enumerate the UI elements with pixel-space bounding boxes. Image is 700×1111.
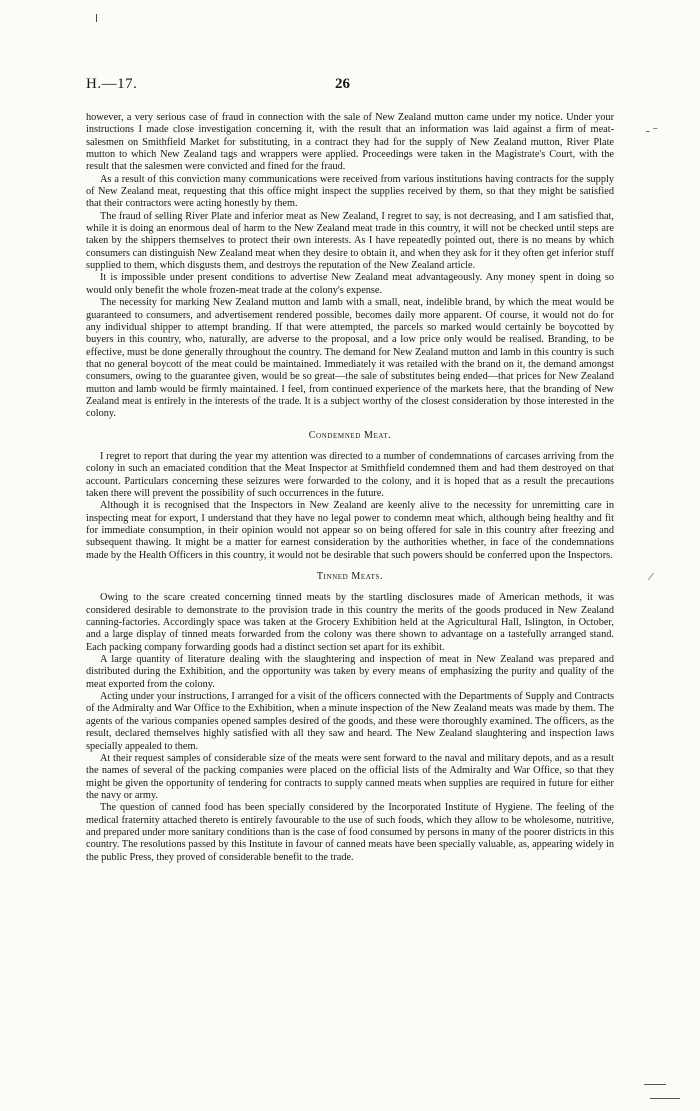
paragraph: At their request samples of considerable size of the meats were sent forward to the naval and military depots, and as a result the names of several of the packing companies were placed on the official lists of the Admiralty and War Office, so that they might be given the opportunity of tendering for contracts to supply canned meats when supplies are required in future for either the navy or army. bbox=[86, 752, 614, 801]
paragraph: Although it is recognised that the Inspectors in New Zealand are keenly alive to the necessity for unremitting care in inspecting meat for export, I understand that they have no legal power to condemn meat which, although being healthy and fit for immediate consumption, in their opinion would not appear so on being offered for sale in this country after freezing and subsequent thawing. It might be a matter for earnest consideration by the authorities whether, in face of the condemnations made by the Health Officers in this country, it would not be desirable that such powers should be conferred upon the Inspectors. bbox=[86, 500, 614, 561]
paragraph: It is impossible under present conditions to advertise New Zealand meat advantageously. Any money spent in doing so would only benefit the whole frozen-meat trade at the colony's expense. bbox=[86, 272, 614, 296]
document-reference: H.—17. bbox=[86, 76, 138, 92]
paragraph: As a result of this conviction many communications were received from various institutions having contracts for the supply of New Zealand meat, requesting that this office might inspect the supplies received by them, so that they might be satisfied that their contractors were acting honestly by them. bbox=[86, 173, 614, 210]
page-number: 26 bbox=[335, 76, 350, 92]
paragraph: Acting under your instructions, I arranged for a visit of the officers connected with the Departments of Supply and Contracts of the Admiralty and War Office to the Exhibition, when a minute inspection of the New Zealand meats was made by them. The agents of the various companies opened samples desired of the goods, and these were thoroughly examined. The officers, as the result, declared themselves highly satisfied with all they saw and heard. The New Zealand slaughtering and inspection laws specially appealed to them. bbox=[86, 691, 614, 752]
section-heading-tinned-meats: Tinned Meats. bbox=[316, 571, 384, 583]
margin-mark: ⁄ bbox=[650, 571, 652, 583]
section-heading-condemned-meat: Condemned Meat. bbox=[308, 429, 392, 441]
paragraph: however, a very serious case of fraud in connection with the sale of New Zealand mutton came under my notice. Under your instructions I made close investigation concerning it, with the result that an information was laid against a firm of meat-salesmen on Smithfield Market for substituting, in a contract they had for the supply of New Zealand mutton, River Plate mutton to which New Zealand tags and wrappers were applied. Proceedings were taken in the Magistrate's Court, with the result that the salesmen were convicted and fined for the fraud. bbox=[86, 112, 614, 173]
scan-dash-mark bbox=[644, 1084, 666, 1085]
paragraph: I regret to report that during the year my attention was directed to a number of condemnations of carcases arriving from the colony in such an emaciated condition that the Meat Inspector at Smithfield condemned them and had them destroyed on that account. Particulars concerning these seizures were forwarded to the colony, and it is hoped that as a result the precautions taken there will prevent the possibility of such occurrences in the future. bbox=[86, 450, 614, 499]
paragraph: The question of canned food has been specially considered by the Incorporated Institute of Hygiene. The feeling of the medical fraternity attached thereto is entirely favourable to the use of such foods, which they allow to be wholesome, nutritive, and prepared under more sanitary conditions than is the case of food consumed by persons in many of the poorer districts in this country. The resolutions passed by this Institute in favour of canned meats have been specially valuable, as, appearing widely in the public Press, they proved of considerable benefit to the trade. bbox=[86, 802, 614, 863]
page-body bbox=[86, 112, 614, 864]
paragraph: A large quantity of literature dealing with the slaughtering and inspection of meat in New Zealand was prepared and distributed during the Exhibition, and the opportunity was taken by every means of emphasizing the purity and quality of the meat exported from the colony. bbox=[86, 654, 614, 690]
scan-tick-mark bbox=[96, 14, 97, 22]
paragraph: Owing to the scare created concerning tinned meats by the startling disclosures made of American methods, it was considered desirable to demonstrate to the provision trade in this country the merits of the goods produced in New Zealand canning-factories. Accordingly space was taken at the Grocery Exhibition held at the Agricultural Hall, Islington, in October, and a large display of tinned meats forwarded from the colony was there shown to advantage on a tastefully arranged stand. Each packing company forwarding goods had a distinct section set apart for its exhibit. bbox=[86, 592, 614, 653]
scan-dash-mark bbox=[650, 1098, 680, 1099]
page-header bbox=[86, 76, 614, 98]
paragraph: The fraud of selling River Plate and inferior meat as New Zealand, I regret to say, is not decreasing, and I am satisfied that, while it is doing an enormous deal of harm to the New Zealand meat trade in this country, it will not be checked until steps are taken by the shippers themselves to protect their own interests. As I have repeatedly pointed out, there is no means by which consumers can distinguish New Zealand meat when they desire to obtain it, and when they ask for it they often get inferior stuff supplied to them, which disgusts them, and destroys the reputation of the New Zealand article. bbox=[86, 210, 614, 272]
margin-mark: - ⁻ bbox=[646, 125, 659, 137]
paragraph: The necessity for marking New Zealand mutton and lamb with a small, neat, indelible brand, by which the meat would be guaranteed to consumers, and advertisement rendered possible, becomes daily more apparent. Of course, it would not do for any individual shipper to attempt branding. If that were attempted, the parcels so marked would certainly be boycotted by buyers in this country, who, naturally, are adverse to the proposal, and a low price only would be realised. Branding, to be effective, must be done generally throughout the country. The demand for New Zealand mutton and lamb in this country is such that no general boycott of the meat could be maintained. Immediately it was retailed with the brand on it, the demand amongst consumers, owing to the guarantee given, would be so great—the sale of substitutes being ended—that prices for New Zealand mutton and lamb would be firmly maintained. I feel, from continued experience of the markets here, that the branding of New Zealand meat is entirely in the interests of the trade. It is a subject worthy of the closest consideration by those interested in the colony. bbox=[86, 297, 614, 420]
